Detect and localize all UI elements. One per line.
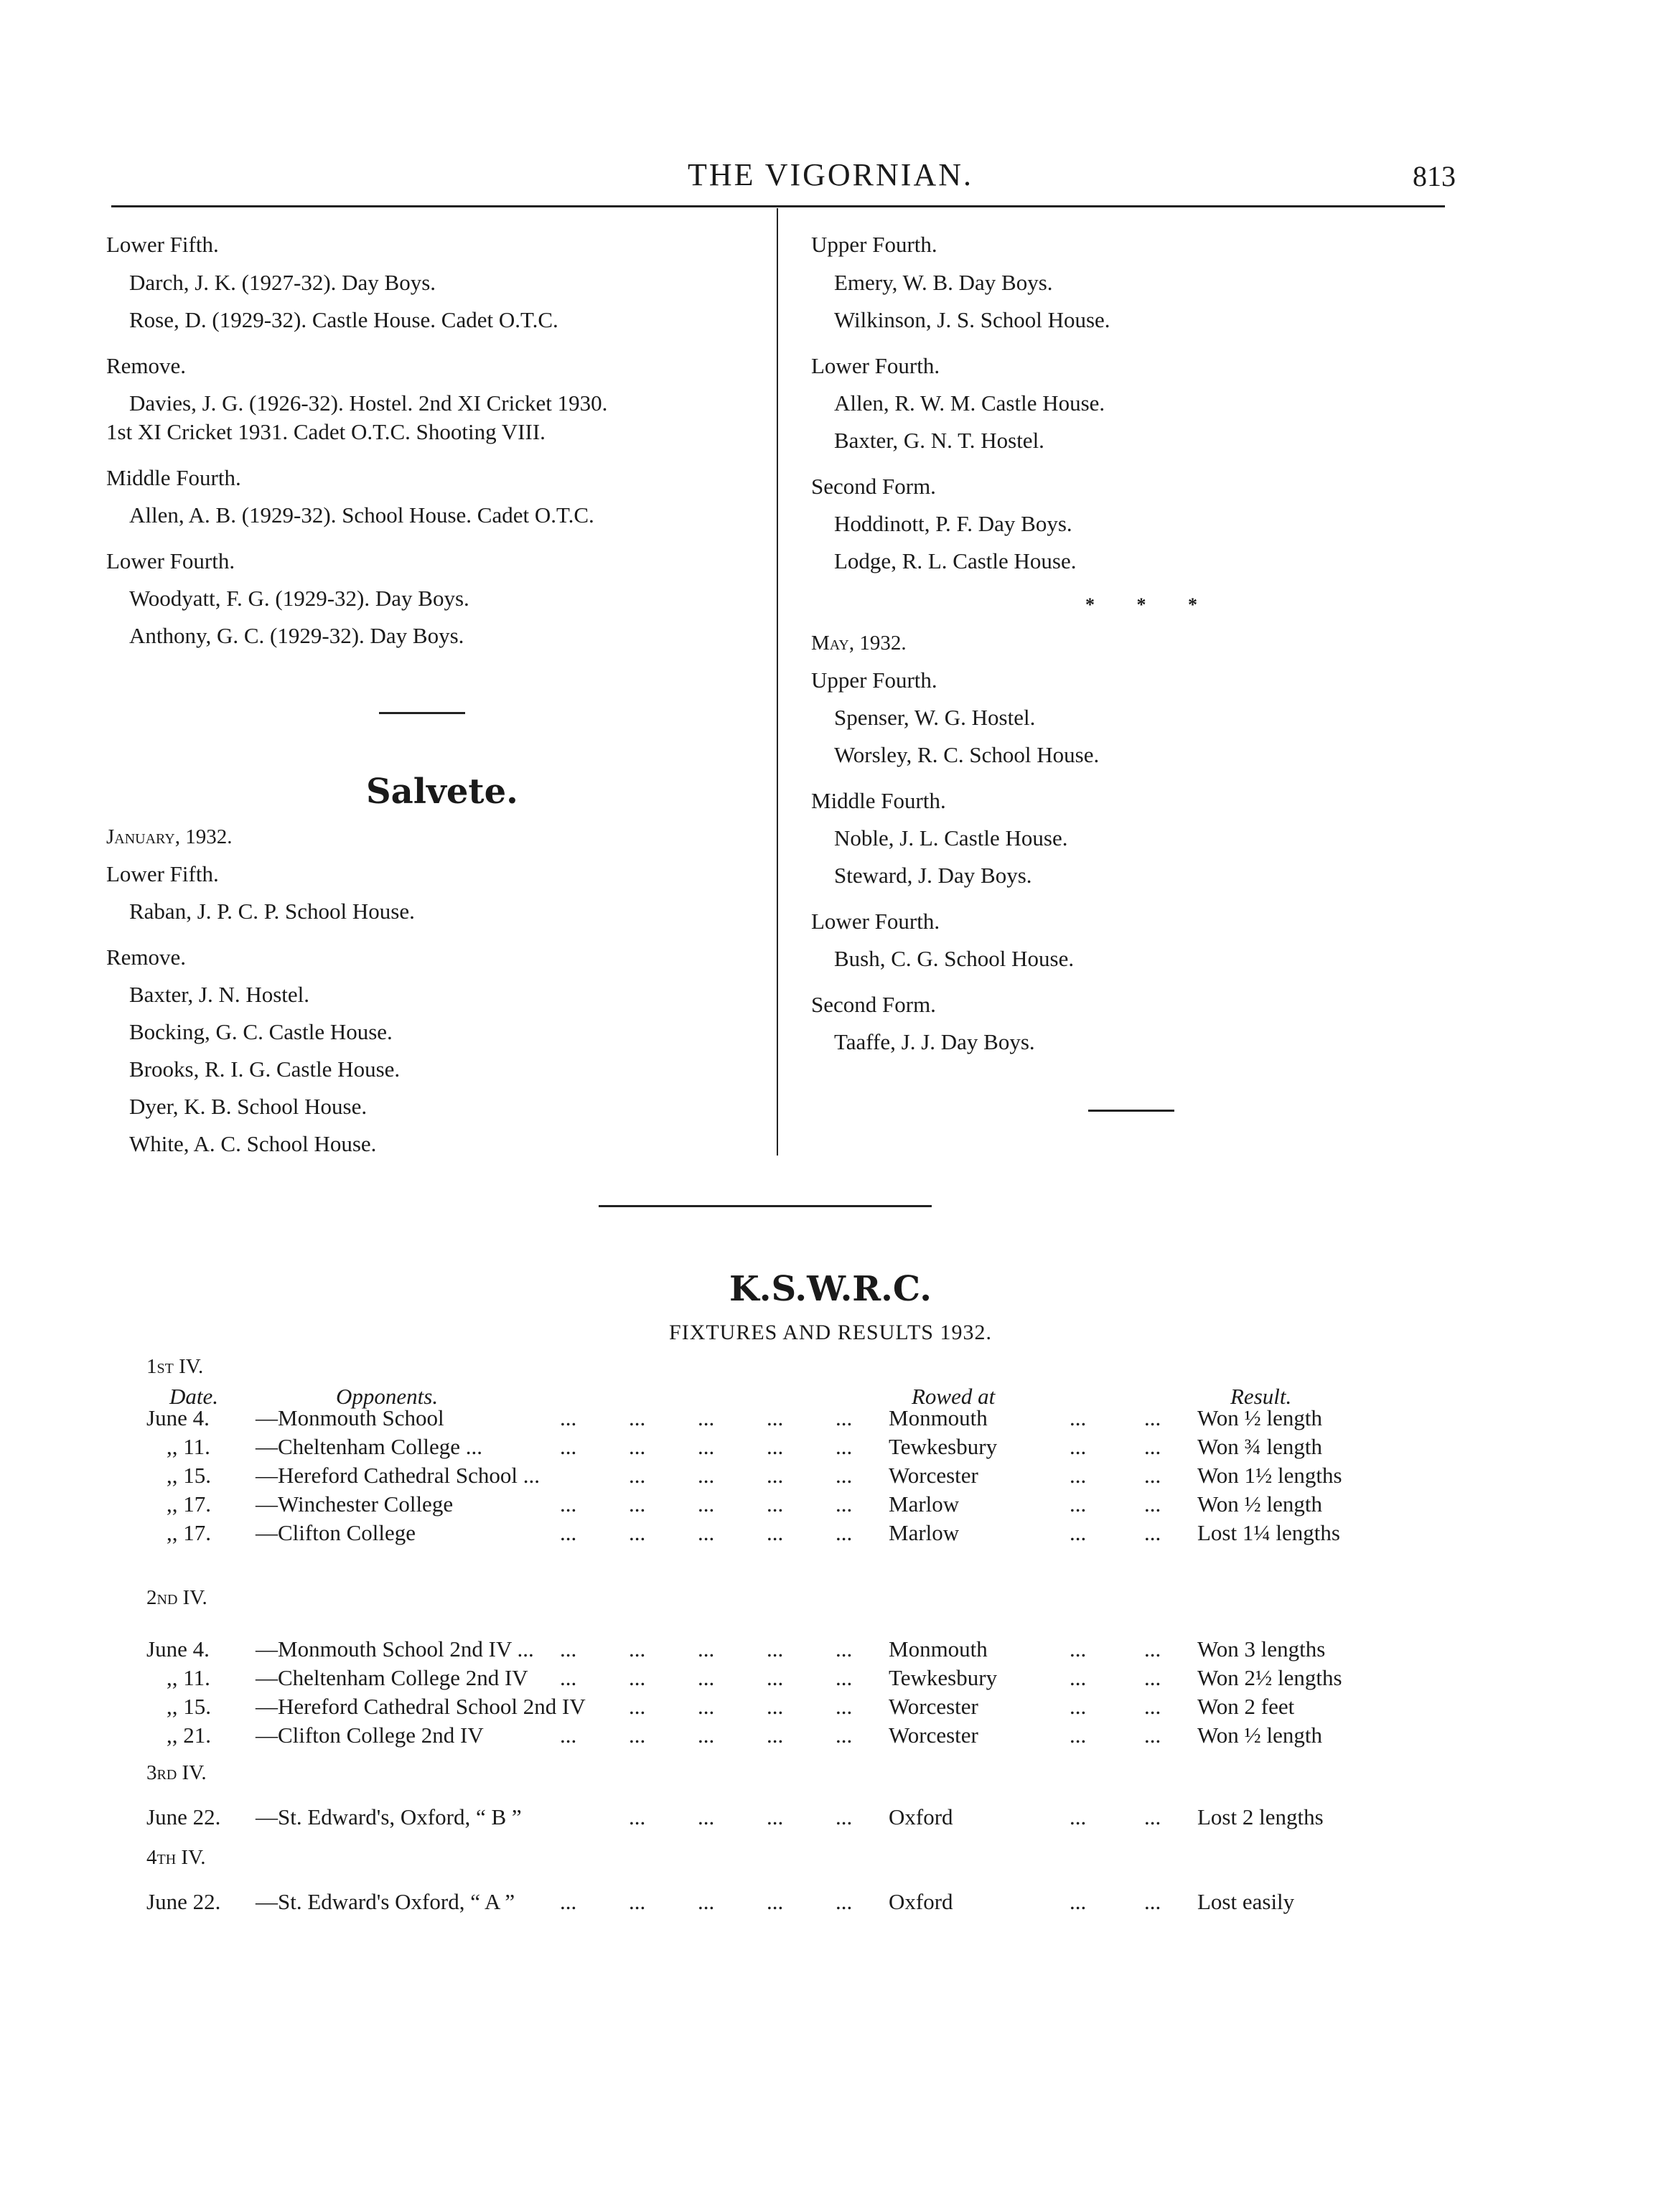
- entry: Allen, A. B. (1929-32). School House. Cadet O.T.C.: [129, 502, 594, 528]
- leader-dots: ...: [698, 1665, 715, 1690]
- leader-dots: ...: [698, 1520, 715, 1545]
- leader-dots: ...: [1070, 1434, 1087, 1459]
- leader-dots: ...: [698, 1405, 715, 1430]
- leader-dots: ...: [836, 1434, 853, 1459]
- leader-dots: ...: [1144, 1491, 1161, 1517]
- entry: Bush, C. G. School House.: [834, 946, 1075, 971]
- leader-dots: ...: [698, 1636, 715, 1662]
- entry: Emery, W. B. Day Boys.: [834, 270, 1053, 295]
- entry: Brooks, R. I. G. Castle House.: [129, 1056, 401, 1082]
- fixture-rowed-at: Monmouth: [889, 1636, 988, 1662]
- fixture-rowed-at: Worcester: [889, 1723, 978, 1748]
- entry: Steward, J. Day Boys.: [834, 863, 1032, 888]
- page-number: 813: [1413, 160, 1456, 192]
- leader-dots: ...: [698, 1723, 715, 1748]
- entry: Lodge, R. L. Castle House.: [834, 548, 1077, 573]
- column-header-result: Result.: [1230, 1384, 1292, 1409]
- short-rule: [379, 712, 465, 714]
- fixture-rowed-at: Worcester: [889, 1463, 978, 1488]
- crew-heading: 1st IV.: [146, 1355, 204, 1378]
- fixture-opponent: —Cheltenham College ...: [256, 1434, 482, 1459]
- leader-dots: ...: [560, 1665, 577, 1690]
- fixture-date: June 4.: [146, 1405, 210, 1430]
- leader-dots: ...: [1144, 1694, 1161, 1719]
- leader-dots: ...: [560, 1889, 577, 1914]
- may-date: May, 1932.: [811, 632, 907, 655]
- leader-dots: ...: [1144, 1434, 1161, 1459]
- leader-dots: ...: [560, 1520, 577, 1545]
- leader-dots: ...: [836, 1889, 853, 1914]
- leader-dots: ...: [698, 1889, 715, 1914]
- section-heading: Remove.: [106, 353, 187, 378]
- fixture-rowed-at: Monmouth: [889, 1405, 988, 1430]
- leader-dots: ...: [629, 1665, 646, 1690]
- crew-heading: 4th IV.: [146, 1846, 206, 1869]
- section-heading: Lower Fourth.: [811, 353, 940, 378]
- leader-dots: ...: [767, 1491, 784, 1517]
- entry: Spenser, W. G. Hostel.: [834, 705, 1036, 730]
- leader-dots: ...: [629, 1434, 646, 1459]
- fixture-result: Won ½ length: [1197, 1723, 1323, 1748]
- leader-dots: ...: [698, 1804, 715, 1829]
- entry: Raban, J. P. C. P. School House.: [129, 899, 415, 924]
- section-heading: Remove.: [106, 945, 187, 970]
- entry: Baxter, G. N. T. Hostel.: [834, 428, 1044, 453]
- leader-dots: ...: [767, 1723, 784, 1748]
- leader-dots: ...: [836, 1405, 853, 1430]
- leader-dots: ...: [560, 1636, 577, 1662]
- leader-dots: ...: [836, 1694, 853, 1719]
- leader-dots: ...: [1144, 1804, 1161, 1829]
- column-header-date: Date.: [169, 1384, 219, 1409]
- fixture-rowed-at: Tewkesbury: [889, 1665, 998, 1690]
- leader-dots: ...: [629, 1405, 646, 1430]
- fixture-date: ,, 21.: [167, 1723, 211, 1748]
- leader-dots: ...: [767, 1889, 784, 1914]
- leader-dots: ...: [1144, 1405, 1161, 1430]
- leader-dots: ...: [560, 1723, 577, 1748]
- leader-dots: ...: [560, 1405, 577, 1430]
- fixture-result: Lost easily: [1197, 1889, 1295, 1914]
- leader-dots: ...: [1144, 1889, 1161, 1914]
- leader-dots: ...: [629, 1889, 646, 1914]
- fixture-date: June 22.: [146, 1889, 221, 1914]
- entry: Baxter, J. N. Hostel.: [129, 982, 310, 1007]
- column-divider: [777, 208, 778, 1156]
- fixture-date: ,, 15.: [167, 1463, 211, 1488]
- entry: Darch, J. K. (1927-32). Day Boys.: [129, 270, 436, 295]
- leader-dots: ...: [1070, 1463, 1087, 1488]
- fixture-rowed-at: Worcester: [889, 1694, 978, 1719]
- short-rule: [1088, 1110, 1174, 1112]
- section-stars: * * *: [1085, 594, 1216, 615]
- leader-dots: ...: [1144, 1636, 1161, 1662]
- leader-dots: ...: [1070, 1520, 1087, 1545]
- fixture-rowed-at: Tewkesbury: [889, 1434, 998, 1459]
- leader-dots: ...: [767, 1434, 784, 1459]
- section-heading: Middle Fourth.: [106, 465, 241, 490]
- fixture-opponent: —Clifton College: [256, 1520, 416, 1545]
- leader-dots: ...: [767, 1665, 784, 1690]
- leader-dots: ...: [1070, 1491, 1087, 1517]
- leader-dots: ...: [836, 1463, 853, 1488]
- fixture-date: June 4.: [146, 1636, 210, 1662]
- leader-dots: ...: [560, 1434, 577, 1459]
- fixture-result: Lost 2 lengths: [1197, 1804, 1324, 1829]
- fixture-result: Won ½ length: [1197, 1405, 1323, 1430]
- leader-dots: ...: [698, 1434, 715, 1459]
- leader-dots: ...: [836, 1636, 853, 1662]
- crew-heading: 3rd IV.: [146, 1761, 207, 1784]
- fixture-rowed-at: Oxford: [889, 1889, 953, 1914]
- leader-dots: ...: [698, 1694, 715, 1719]
- entry: Bocking, G. C. Castle House.: [129, 1019, 393, 1044]
- fixture-date: ,, 11.: [167, 1665, 210, 1690]
- leader-dots: ...: [767, 1405, 784, 1430]
- leader-dots: ...: [767, 1520, 784, 1545]
- leader-dots: ...: [836, 1491, 853, 1517]
- header-rule: [111, 205, 1445, 207]
- leader-dots: ...: [629, 1804, 646, 1829]
- fixture-opponent: —Clifton College 2nd IV: [256, 1723, 484, 1748]
- section-heading: Lower Fifth.: [106, 861, 219, 886]
- fixture-opponent: —Monmouth School 2nd IV ...: [256, 1636, 534, 1662]
- running-title: THE VIGORNIAN.: [687, 157, 974, 192]
- fixture-opponent: —Monmouth School: [256, 1405, 444, 1430]
- leader-dots: ...: [629, 1723, 646, 1748]
- leader-dots: ...: [1070, 1889, 1087, 1914]
- leader-dots: ...: [629, 1520, 646, 1545]
- fixture-rowed-at: Oxford: [889, 1804, 953, 1829]
- salvete-date: January, 1932.: [106, 825, 233, 848]
- section-heading: Second Form.: [811, 992, 936, 1017]
- section-heading: Upper Fourth.: [811, 232, 937, 257]
- leader-dots: ...: [767, 1804, 784, 1829]
- kswrc-subtitle: FIXTURES AND RESULTS 1932.: [669, 1321, 992, 1344]
- entry: Hoddinott, P. F. Day Boys.: [834, 511, 1072, 536]
- leader-dots: ...: [767, 1694, 784, 1719]
- fixture-date: ,, 17.: [167, 1520, 211, 1545]
- fixture-date: June 22.: [146, 1804, 221, 1829]
- section-heading: Middle Fourth.: [811, 788, 946, 813]
- entry: Allen, R. W. M. Castle House.: [834, 390, 1105, 416]
- column-header-rowed-at: Rowed at: [912, 1384, 996, 1409]
- leader-dots: ...: [629, 1491, 646, 1517]
- entry: White, A. C. School House.: [129, 1131, 377, 1156]
- leader-dots: ...: [698, 1491, 715, 1517]
- fixture-rowed-at: Marlow: [889, 1520, 960, 1545]
- leader-dots: ...: [629, 1463, 646, 1488]
- leader-dots: ...: [560, 1491, 577, 1517]
- fixture-opponent: —St. Edward's, Oxford, “ B ”: [256, 1804, 522, 1829]
- entry: Woodyatt, F. G. (1929-32). Day Boys.: [129, 586, 469, 611]
- leader-dots: ...: [767, 1636, 784, 1662]
- entry: Wilkinson, J. S. School House.: [834, 307, 1110, 332]
- fixture-result: Won 2 feet: [1197, 1694, 1295, 1719]
- leader-dots: ...: [1144, 1520, 1161, 1545]
- fixture-opponent: —Hereford Cathedral School ...: [256, 1463, 540, 1488]
- fixture-opponent: —Cheltenham College 2nd IV: [256, 1665, 528, 1690]
- leader-dots: ...: [1070, 1694, 1087, 1719]
- section-heading: Upper Fourth.: [811, 667, 937, 693]
- leader-dots: ...: [1144, 1665, 1161, 1690]
- section-heading: Lower Fourth.: [811, 909, 940, 934]
- fixture-opponent: —Hereford Cathedral School 2nd IV: [256, 1694, 586, 1719]
- section-heading: Second Form.: [811, 474, 936, 499]
- entry: Anthony, G. C. (1929-32). Day Boys.: [129, 623, 464, 648]
- fixture-result: Won 2½ lengths: [1197, 1665, 1342, 1690]
- entry: Dyer, K. B. School House.: [129, 1094, 368, 1119]
- entry: 1st XI Cricket 1931. Cadet O.T.C. Shooting VIII.: [106, 419, 546, 444]
- salvete-title: Salvete.: [366, 772, 518, 812]
- fixture-date: ,, 17.: [167, 1491, 211, 1517]
- leader-dots: ...: [1070, 1636, 1087, 1662]
- section-heading: Lower Fourth.: [106, 548, 235, 573]
- leader-dots: ...: [836, 1665, 853, 1690]
- entry: Davies, J. G. (1926-32). Hostel. 2nd XI Cricket 1930.: [129, 390, 608, 416]
- fixture-opponent: —St. Edward's Oxford, “ A ”: [256, 1889, 515, 1914]
- entry: Noble, J. L. Castle House.: [834, 825, 1068, 850]
- leader-dots: ...: [1144, 1723, 1161, 1748]
- leader-dots: ...: [836, 1520, 853, 1545]
- leader-dots: ...: [629, 1636, 646, 1662]
- leader-dots: ...: [1070, 1723, 1087, 1748]
- leader-dots: ...: [1070, 1405, 1087, 1430]
- leader-dots: ...: [1070, 1804, 1087, 1829]
- kswrc-title: K.S.W.R.C.: [729, 1269, 932, 1309]
- leader-dots: ...: [1144, 1463, 1161, 1488]
- fixture-result: Won 3 lengths: [1197, 1636, 1326, 1662]
- column-header-opponents: Opponents.: [336, 1384, 439, 1409]
- leader-dots: ...: [767, 1463, 784, 1488]
- entry: Taaffe, J. J. Day Boys.: [834, 1029, 1035, 1054]
- fixture-opponent: —Winchester College: [256, 1491, 454, 1517]
- fixture-date: ,, 15.: [167, 1694, 211, 1719]
- leader-dots: ...: [836, 1804, 853, 1829]
- fixture-result: Won 1½ lengths: [1197, 1463, 1342, 1488]
- crew-heading: 2nd IV.: [146, 1586, 207, 1609]
- fixture-date: ,, 11.: [167, 1434, 210, 1459]
- leader-dots: ...: [1070, 1665, 1087, 1690]
- fixture-result: Won ½ length: [1197, 1491, 1323, 1517]
- fixture-result: Lost 1¼ lengths: [1197, 1520, 1340, 1545]
- leader-dots: ...: [629, 1694, 646, 1719]
- section-heading: Lower Fifth.: [106, 232, 219, 257]
- entry: Rose, D. (1929-32). Castle House. Cadet O.T.C.: [129, 307, 558, 332]
- fixture-result: Won ¾ length: [1197, 1434, 1323, 1459]
- leader-dots: ...: [836, 1723, 853, 1748]
- section-rule: [599, 1205, 932, 1207]
- entry: Worsley, R. C. School House.: [834, 742, 1100, 767]
- leader-dots: ...: [698, 1463, 715, 1488]
- fixture-rowed-at: Marlow: [889, 1491, 960, 1517]
